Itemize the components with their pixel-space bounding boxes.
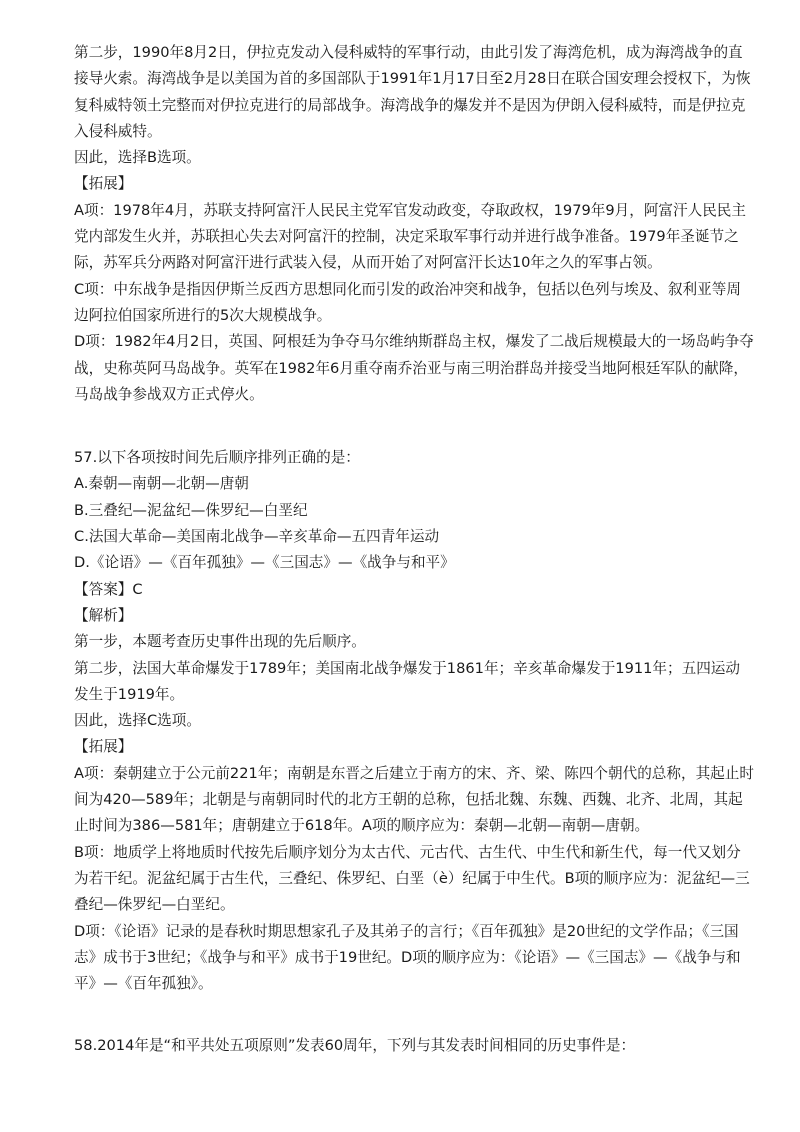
q56-step2: 第二步，1990年8月2日，伊拉克发动入侵科威特的军事行动，由此引发了海湾危机，成为海湾战争的直接导火索。海湾战争是以美国为首的多国部队于1991年1月17日至2月28日在联合国安理会授权下，为恢复科威特领土完整而对伊拉克进行的局部战争。海湾战争的爆发并不是因为伊朗入侵科威特，而是伊拉克入侵科威特。 (74, 44, 751, 140)
q58-question: 58.2014年是“和平共处五项原则”发表60周年，下列与其发表时间相同的历史事件是： (74, 1037, 636, 1055)
q57-option-b: B.三叠纪—泥盆纪—侏罗纪—白垩纪 (74, 501, 308, 519)
q57-analysis-label: 【解析】 (74, 606, 133, 624)
q56-ext-d: D项：1982年4月2日，英国、阿根廷为争夺马尔维纳斯群岛主权，爆发了二战后规模最大的一场岛屿争夺战，史称英阿马岛战争。英军在1982年6月重夺南乔治亚与南三明治群岛并接受当地阿根廷军队的献降，马岛战争参战双方正式停火。 (74, 333, 754, 403)
q57-ext-d: D项：《论语》记录的是春秋时期思想家孔子及其弟子的言行；《百年孤独》是20世纪的文学作品；《三国志》成书于3世纪；《战争与和平》成书于19世纪。D项的顺序应为：《论语》—《三国志》—《战争与和平》—《百年孤独》。 (74, 922, 741, 993)
section-gap (74, 408, 754, 445)
q57-extension-label: 【拓展】 (74, 738, 133, 756)
q56-conclusion: 因此，选择B选项。 (74, 149, 201, 167)
q57-answer: 【答案】C (74, 580, 143, 598)
section-gap (74, 997, 754, 1033)
q57-step1: 第一步，本题考查历史事件出现的先后顺序。 (74, 633, 366, 651)
q57-option-d: D.《论语》—《百年孤独》—《三国志》—《战争与和平》 (74, 554, 455, 572)
q56-ext-c: C项：中东战争是指因伊斯兰反西方思想同化而引发的政治冲突和战争，包括以色列与埃及、叙利亚等周边阿拉伯国家所进行的5次大规模战争。 (74, 280, 741, 324)
q57-conclusion: 因此，选择C选项。 (74, 712, 201, 730)
q56-extension-label: 【拓展】 (74, 175, 133, 193)
document-page (74, 40, 754, 1060)
q56-ext-a: A项：1978年4月，苏联支持阿富汗人民民主党军官发动政变，夺取政权，1979年9月，阿富汗人民民主党内部发生火并，苏联担心失去对阿富汗的控制，决定采取军事行动并进行战争准备。1979年圣诞节之际，苏军兵分两路对阿富汗进行武装入侵，从而开始了对阿富汗长达10年之久的军事占领。 (74, 201, 746, 272)
q57-question: 57.以下各项按时间先后顺序排列正确的是： (74, 449, 360, 467)
q57-step2: 第二步，法国大革命爆发于1789年；美国南北战争爆发于1861年；辛亥革命爆发于1911年；五四运动发生于1919年。 (74, 659, 740, 703)
q57-ext-b: B项：地质学上将地质时代按先后顺序划分为太古代、元古代、古生代、中生代和新生代，每一代又划分为若干纪。泥盆纪属于古生代，三叠纪、侏罗纪、白垩（è）纪属于中生代。B项的顺序应为：泥盆纪—三叠纪—侏罗纪—白垩纪。 (74, 843, 750, 914)
q57-option-c: C.法国大革命—美国南北战争—辛亥革命—五四青年运动 (74, 528, 440, 546)
q57-ext-a: A项：秦朝建立于公元前221年；南朝是东晋之后建立于南方的宋、齐、梁、陈四个朝代的总称，其起止时间为420—589年；北朝是与南朝同时代的北方王朝的总称，包括北魏、东魏、西魏、北齐、北周，其起止时间为386—581年；唐朝建立于618年。A项的顺序应为：秦朝—北朝—南朝—唐朝。 (74, 764, 754, 835)
q57-option-a: A.秦朝—南朝—北朝—唐朝 (74, 475, 249, 493)
